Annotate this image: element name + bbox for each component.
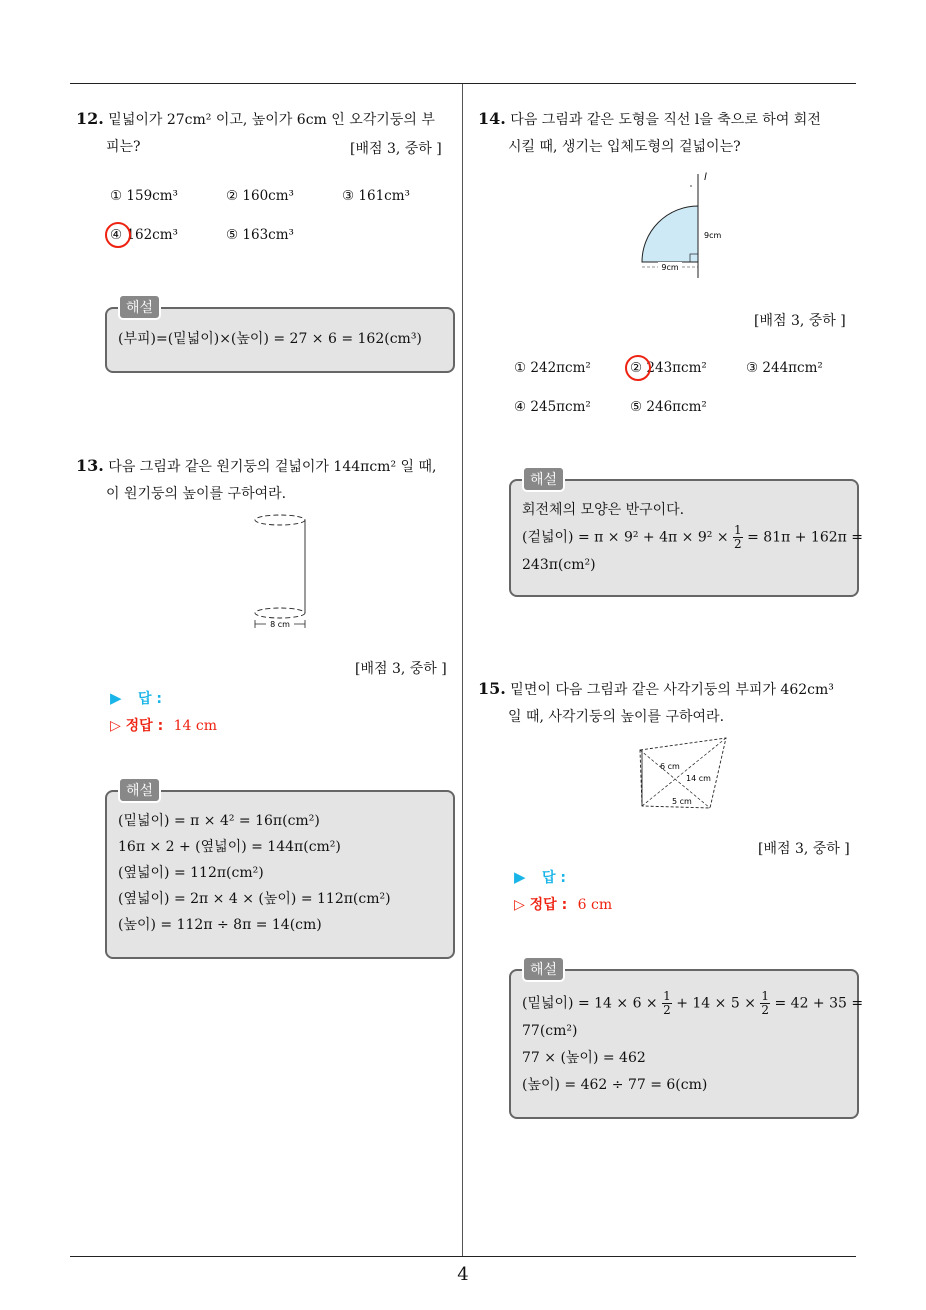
solution-line: (부피)=(밑넓이)×(높이) = 27 × 6 = 162(cm³) [118,331,422,347]
label-6cm: 6 cm [660,762,680,771]
question-text-cont: 시킬 때, 생기는 입체도형의 겉넓이는? [508,139,741,155]
question-text-cont: 일 때, 사각기둥의 높이를 구하여라. [508,709,725,725]
answer-label: 답 : [138,691,162,707]
question-13 [76,452,461,508]
cylinder-top [255,515,305,525]
q12-solution-text [118,326,422,352]
play-icon: ▶ [110,689,122,707]
q14-meta: [배점 3, 중하 ] [754,313,846,329]
solution-part: + 14 × 5 × [676,995,756,1012]
frac-numerator: 1 [663,989,671,1003]
solution-line [522,524,863,552]
q15-meta: [배점 3, 중하 ] [758,841,850,857]
correct-label: ▷ 정답 : [514,897,568,913]
answer-label: 답 : [542,870,566,886]
height-label: 9cm [704,231,722,240]
page-number: 4 [457,1264,469,1285]
question-number: 15. [478,679,506,698]
option-5[interactable]: ⑤ 246πcm² [630,399,707,415]
question-number: 14. [478,109,506,128]
question-text-cont: 피는? [106,139,141,155]
solution-line: (옆넓이) = 112π(cm²) [118,865,264,881]
option-3[interactable]: ③ 161cm³ [342,188,410,204]
q13-correct-row [110,715,217,735]
quadrilateral-figure [636,736,732,814]
question-text: 다음 그림과 같은 원기둥의 겉넓이가 144πcm² 일 때, [108,459,437,475]
solution-part: = 42 + 35 = [774,995,864,1012]
frac-denominator: 2 [761,1003,770,1017]
q15-solution-text [522,990,863,1099]
selected-answer-mark [625,355,651,381]
solution-tag: 해설 [522,956,565,982]
solution-line: (높이) = 112π ÷ 8π = 14(cm) [118,917,322,933]
option-4[interactable]: ④ 245πcm² [514,399,591,415]
fraction [662,990,672,1017]
solution-line [522,990,863,1018]
quarter-circle-figure [634,170,724,280]
solution-line: 77(cm²) [522,1022,578,1039]
label-14cm: 14 cm [686,774,711,783]
diagonal [642,738,726,806]
q14-solution-text [522,497,863,579]
question-text: 밑넓이가 27cm² 이고, 높이가 6cm 인 오각기둥의 부 [108,112,435,128]
bottom-rule [70,1256,856,1257]
correct-value: 6 cm [577,897,613,913]
dimension-label: 8 cm [270,620,290,629]
quarter-circle [642,206,698,262]
option-1[interactable]: ① 159cm³ [110,188,178,204]
solution-line: 16π × 2 + (옆넓이) = 144π(cm²) [118,839,341,855]
question-14 [478,105,863,161]
question-number: 12. [76,109,104,128]
option-3[interactable]: ③ 244πcm² [746,360,823,376]
option-4[interactable]: ④ 162cm³ [110,227,178,243]
solution-tag: 해설 [118,777,161,803]
solution-tag: 해설 [522,466,565,492]
correct-label: ▷ 정답 : [110,718,164,734]
frac-denominator: 2 [734,537,742,551]
q13-meta: [배점 3, 중하 ] [355,661,447,677]
question-text: 다음 그림과 같은 도형을 직선 l을 축으로 하여 회전 [510,112,821,128]
solution-line: (옆넓이) = 2π × 4 × (높이) = 112π(cm²) [118,891,391,907]
column-divider [462,84,463,1256]
solution-line: 77 × (높이) = 462 [522,1049,646,1066]
label-5cm: 5 cm [672,797,692,806]
correct-value: 14 cm [173,718,218,734]
play-icon: ▶ [514,868,526,886]
solution-line: 회전체의 모양은 반구이다. [522,502,685,518]
fraction [760,990,770,1017]
option-2[interactable]: ② 243πcm² [630,360,707,376]
question-text: 밑면이 다음 그림과 같은 사각기둥의 부피가 462cm³ [510,682,834,698]
solution-line: 243π(cm²) [522,556,596,573]
selected-answer-mark [105,222,131,248]
frac-denominator: 2 [663,1003,671,1017]
q12-meta: [배점 3, 중하 ] [350,141,442,157]
cylinder-figure [248,510,312,632]
axis-label: l [704,172,707,183]
solution-part: = 81π + 162π = [747,529,864,546]
top-rule [70,83,856,84]
solution-part: (겉넓이) = π × 9² + 4π × 9² × [522,529,729,546]
question-15 [478,675,863,731]
frac-numerator: 1 [761,989,770,1003]
solution-line: (밑넓이) = π × 4² = 16π(cm²) [118,813,320,829]
fraction [733,524,743,551]
solution-part: (밑넓이) = 14 × 6 × [522,995,658,1012]
option-5[interactable]: ⑤ 163cm³ [226,227,294,243]
question-text-cont: 이 원기둥의 높이를 구하여라. [106,486,287,502]
q13-solution-text [118,808,391,938]
width-label: 9cm [661,263,679,272]
option-2[interactable]: ② 160cm³ [226,188,294,204]
solution-line: (높이) = 462 ÷ 77 = 6(cm) [522,1076,708,1093]
cylinder-bottom [255,608,305,618]
q13-answer-row [110,688,162,708]
q15-correct-row [514,894,612,914]
q15-answer-row [514,867,566,887]
option-1[interactable]: ① 242πcm² [514,360,591,376]
question-number: 13. [76,456,104,475]
solution-tag: 해설 [118,294,161,320]
frac-numerator: 1 [734,523,742,537]
